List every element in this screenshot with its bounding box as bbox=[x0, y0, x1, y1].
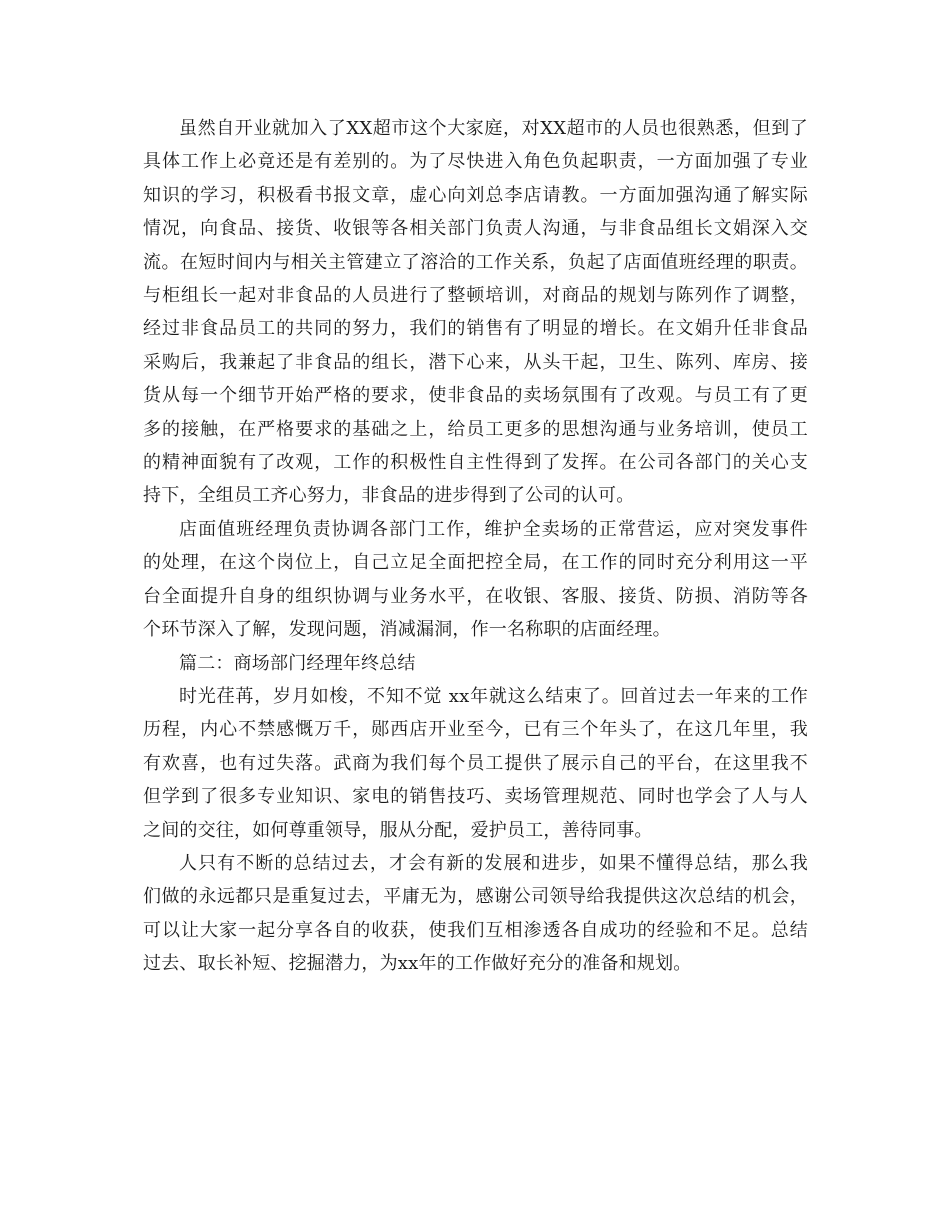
text-line: 但学到了很多专业知识、家电的销售技巧、卖场管理规范、同时也学会了人与人 bbox=[143, 786, 808, 808]
text-line: 过去、取长补短、挖掘潜力，为xx年的工作做好充分的准备和规划。 bbox=[143, 953, 692, 975]
text-line: 台全面提升自身的组织协调与业务水平，在收银、客服、接货、防损、消防等各 bbox=[143, 585, 808, 607]
text-line: 历程，内心不禁感慨万千，郧西店开业至今，已有三个年头了，在这几年里，我 bbox=[143, 719, 808, 741]
text-line: 个环节深入了解，发现问题，消减漏洞，作一名称职的店面经理。 bbox=[143, 619, 671, 641]
text-line: 的处理，在这个岗位上，自己立足全面把控全局，在工作的同时充分利用这一平 bbox=[143, 552, 808, 574]
text-line: 们做的永远都只是重复过去，平庸无为，感谢公司领导给我提供这次总结的机会， bbox=[143, 886, 808, 908]
text-line: 经过非食品员工的共同的努力，我们的销售有了明显的增长。在文娟升任非食品 bbox=[143, 318, 808, 340]
text-line: 采购后，我兼起了非食品的组长，潜下心来，从头干起，卫生、陈列、库房、接 bbox=[143, 351, 808, 373]
text-line: 货从每一个细节开始严格的要求，使非食品的卖场氛围有了改观。与员工有了更 bbox=[143, 385, 808, 407]
paragraph-4 bbox=[143, 847, 808, 981]
text-line: 有欢喜，也有过失落。武商为我们每个员工提供了展示自己的平台，在这里我不 bbox=[143, 752, 808, 774]
text-line: 知识的学习，积极看书报文章，虚心向刘总李店请教。一方面加强沟通了解实际 bbox=[143, 184, 808, 206]
paragraph-2 bbox=[143, 513, 808, 647]
text-line: 时光荏苒，岁月如梭，不知不觉 xx年就这么结束了。回首过去一年来的工作 bbox=[179, 685, 808, 707]
text-line: 之间的交往，如何尊重领导，服从分配，爱护员工，善待同事。 bbox=[143, 819, 653, 841]
text-line: 持下，全组员工齐心努力，非食品的进步得到了公司的认可。 bbox=[143, 485, 635, 507]
text-line: 与柜组长一起对非食品的人员进行了整顿培训，对商品的规划与陈列作了调整， bbox=[143, 285, 808, 307]
text-line: 多的接触，在严格要求的基础之上，给员工更多的思想沟通与业务培训，使员工 bbox=[143, 418, 808, 440]
text-line: 流。在短时间内与相关主管建立了溶洽的工作关系，负起了店面值班经理的职责。 bbox=[143, 251, 808, 273]
section-heading bbox=[143, 647, 808, 680]
text-line: 可以让大家一起分享各自的收获，使我们互相渗透各自成功的经验和不足。总结 bbox=[143, 919, 808, 941]
text-line: 店面值班经理负责协调各部门工作，维护全卖场的正常营运，应对突发事件 bbox=[179, 518, 808, 540]
text-line: 人只有不断的总结过去，才会有新的发展和进步，如果不懂得总结，那么我 bbox=[179, 852, 808, 874]
section-title: 篇二：商场部门经理年终总结 bbox=[179, 652, 416, 674]
text-line: 虽然自开业就加入了XX超市这个大家庭，对XX超市的人员也很熟悉，但到了 bbox=[179, 118, 808, 139]
text-line: 的精神面貌有了改观，工作的积极性自主性得到了发挥。在公司各部门的关心支 bbox=[143, 452, 808, 474]
paragraph-3 bbox=[143, 680, 808, 847]
document-body bbox=[143, 112, 808, 981]
text-line: 具体工作上必竟还是有差别的。为了尽快进入角色负起职责，一方面加强了专业 bbox=[143, 151, 808, 173]
text-line: 情况，向食品、接货、收银等各相关部门负责人沟通，与非食品组长文娟深入交 bbox=[143, 218, 808, 240]
paragraph-1 bbox=[143, 112, 808, 513]
